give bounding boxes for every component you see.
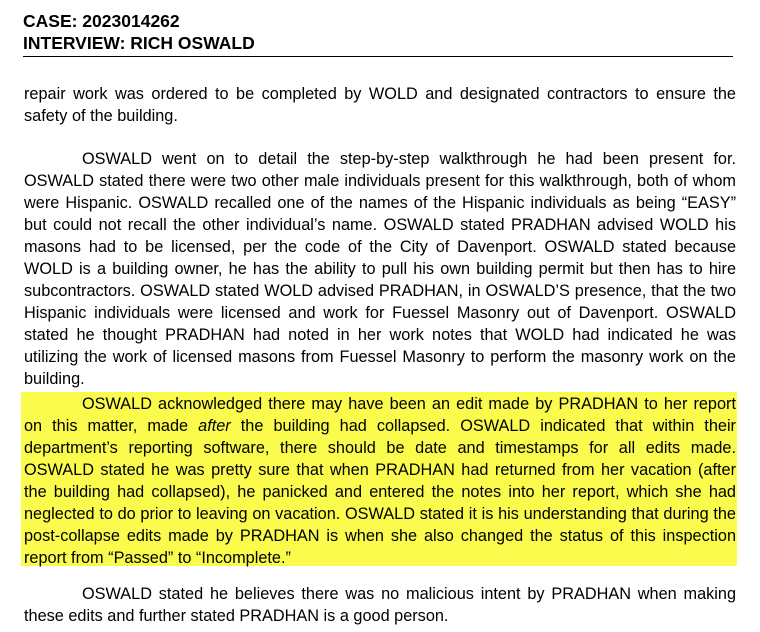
paragraph-4: OSWALD stated he believes there was no malicious intent by PRADHAN when making these edits and further stated PRADHAN is a good person. (24, 585, 736, 625)
paragraph-3-part-1: OSWALD acknowledged there may have been an edit made by PRADHAN to her report on this matter, made (24, 395, 736, 435)
paragraph-3-part-2: the building had collapsed. OSWALD indicated that within their department’s reporting software, there should be date and timestamps for all edits made. OSWALD stated he was pretty sure that when PRADHAN had returned from her vacation (after the building had collapsed), he panicked and entered the notes into her report, which she had neglected to do prior to leaving on vacation. OSWALD stated it is his understanding that during the post-collapse edits made by PRADHAN is when she also changed the status of this inspection report from “Passed” to “Incomplete.” (24, 417, 736, 567)
paragraph-3-highlighted (24, 393, 736, 569)
paragraph-3-italic: after (198, 417, 231, 435)
case-number: CASE: 2023014262 (23, 11, 180, 31)
interview-subject: INTERVIEW: RICH OSWALD (23, 33, 255, 53)
paragraph-2: OSWALD went on to detail the step-by-step walkthrough he had been present for. OSWALD stated there were two other male individuals present for this walkthrough, both of whom were Hispanic. OSWALD recalled one of the names of the Hispanic individuals as being “EASY” but could not recall the other individual’s name. OSWALD stated PRADHAN advised WOLD his masons had to be licensed, per the code of the City of Davenport. OSWALD stated because WOLD is a building owner, he has the ability to pull his own building permit but then has to hire subcontractors. OSWALD stated WOLD advised PRADHAN, in OSWALD’S presence, that the two Hispanic individuals were licensed and work for Fuessel Masonry out of Davenport. OSWALD stated he thought PRADHAN had noted in her work notes that WOLD had indicated he was utilizing the work of licensed masons from Fuessel Masonry to perform the masonry work on the building. (24, 150, 736, 388)
paragraph-1: repair work was ordered to be completed by WOLD and designated contractors to ensure the safety of the building. (24, 85, 736, 125)
document-header (23, 10, 733, 57)
